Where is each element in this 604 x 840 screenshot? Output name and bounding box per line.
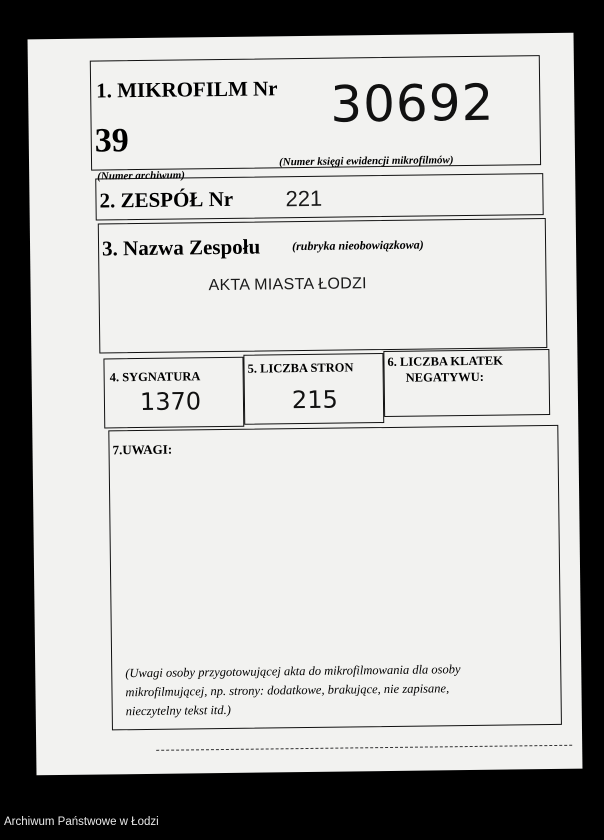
archive-footer-label: Archiwum Państwowe w Łodzi	[4, 816, 159, 828]
section-3-title: 3. Nazwa Zespołu	[101, 234, 261, 261]
section-7-title: 7.UWAGI:	[112, 441, 173, 458]
section-3-value: AKTA MIASTA ŁODZI	[208, 275, 367, 295]
section-7-note-line1: (Uwagi osoby przygotowującej akta do mikrofilmowania dla osoby	[125, 662, 461, 681]
section-6-title-line1: 6. LICZBA KLATEK	[387, 353, 504, 369]
section-4-value: 1370	[139, 387, 202, 417]
register-number-caption: (Numer księgi ewidencji mikrofilmów)	[278, 154, 454, 169]
section-2-value: 221	[285, 185, 323, 212]
microfilm-card	[28, 33, 583, 776]
section-7-note-line3: nieczytelny tekst itd.)	[125, 702, 231, 719]
archive-number-caption: (Numer archiwum)	[97, 169, 185, 183]
section-2-title: 2. ZESPÓŁ Nr	[99, 186, 234, 213]
section-3-note: (rubryka nieobowiązkowa)	[291, 237, 424, 254]
section-7-note-line2: mikrofilmującej, np. strony: dodatkowe, brakujące, nie zapisane,	[125, 681, 450, 700]
register-number-handwritten: 30692	[329, 73, 495, 134]
section-6-title-line2: NEGATYWU:	[405, 369, 485, 385]
section-5-value: 215	[291, 385, 338, 415]
card-bottom-dashed-line	[156, 745, 572, 751]
section-4-title: 4. SYGNATURA	[109, 369, 201, 385]
section-1-title: 1. MIKROFILM Nr	[96, 76, 278, 103]
archive-number: 39	[94, 122, 129, 160]
section-5-title: 5. LICZBA STRON	[247, 360, 354, 376]
